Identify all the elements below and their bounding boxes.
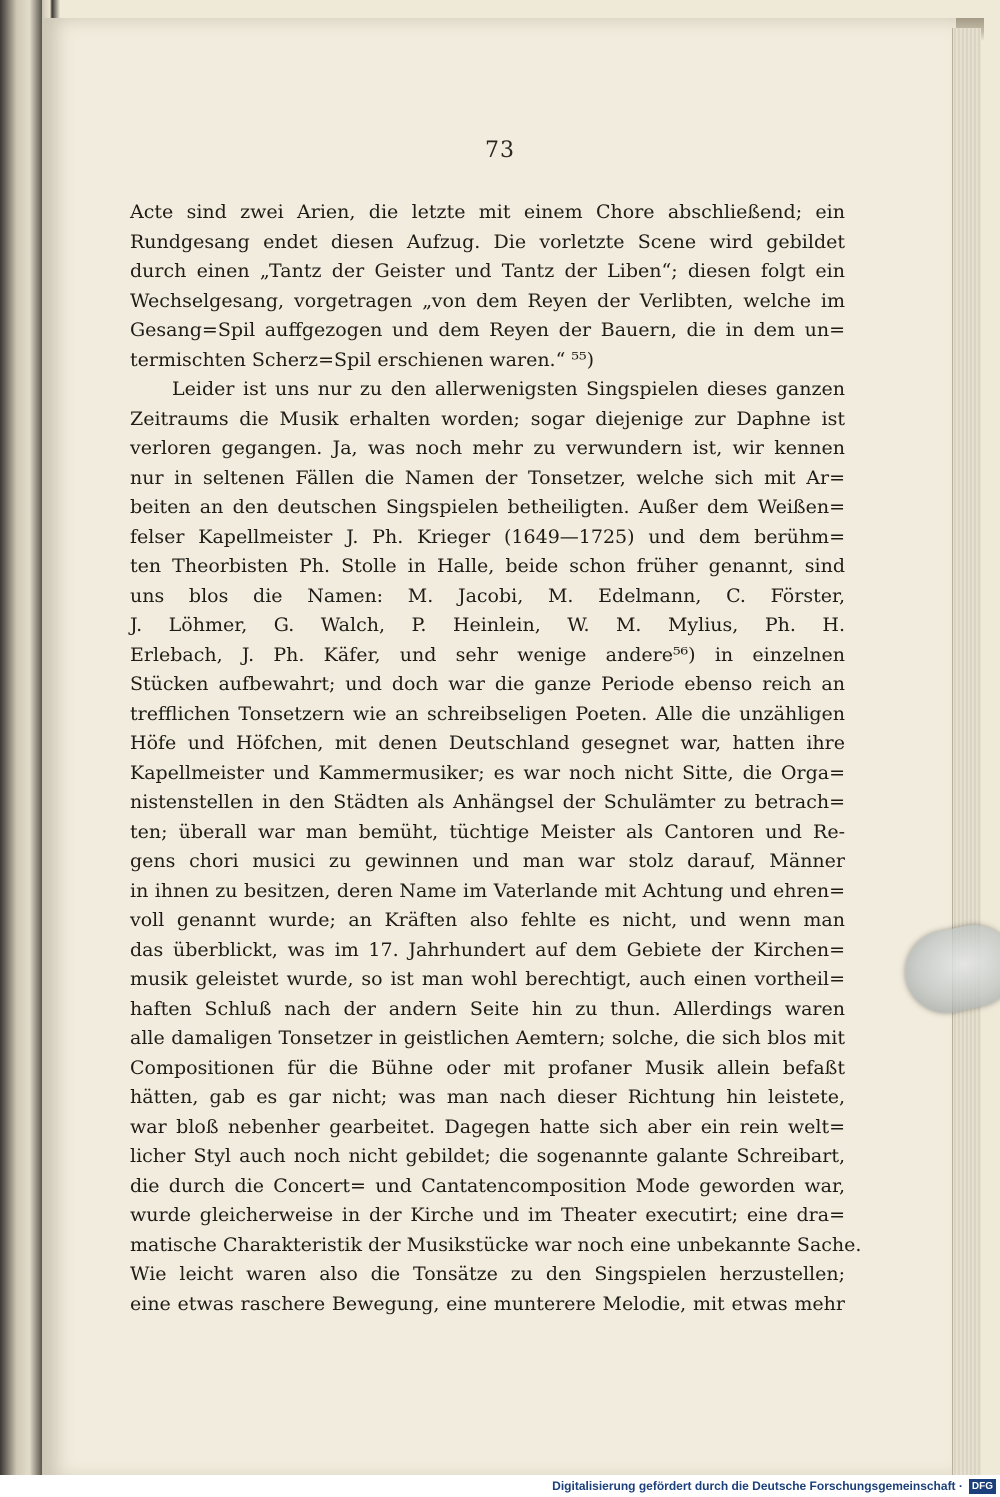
text-line: hätten, gab es gar nicht; was man nach dieser Richtung hin leistete, bbox=[130, 1086, 845, 1108]
text-line: Compositionen für die Bühne oder mit profaner Musik allein befaßt bbox=[130, 1056, 845, 1079]
text-line: licher Styl auch noch nicht gebildet; die sogenannte galante Schreibart, bbox=[130, 1145, 845, 1167]
text-line: uns blos die Namen: M. Jacobi, M. Edelmann, C. Förster, bbox=[130, 584, 845, 607]
text-line: nistenstellen in den Städten als Anhängsel der Schulämter zu betrach= bbox=[130, 791, 845, 813]
text-line: trefflichen Tonsetzern wie an schreibseligen Poeten. Alle die unzähligen bbox=[130, 702, 845, 725]
text-line: termischten Scherz=Spil erschienen waren.“ ⁵⁵) bbox=[130, 348, 594, 371]
text-line: Acte sind zwei Arien, die letzte mit einem Chore abschließend; ein bbox=[130, 201, 845, 223]
page-stack-edge bbox=[952, 28, 981, 1478]
left-page-edge bbox=[0, 0, 42, 1497]
dfg-logo: DFG bbox=[969, 1479, 996, 1494]
text-line: Leider ist uns nur zu den allerwenigsten Singspielen dieses ganzen bbox=[172, 378, 845, 400]
text-line: eine etwas raschere Bewegung, eine munterere Melodie, mit etwas mehr bbox=[130, 1292, 845, 1315]
text-line: voll genannt wurde; an Kräften also fehlte es nicht, und wenn man bbox=[130, 909, 845, 931]
text-line: nur in seltenen Fällen die Namen der Tonsetzer, welche sich mit Ar= bbox=[130, 466, 845, 489]
footer-bar bbox=[0, 1475, 1000, 1497]
text-line: ten; überall war man bemüht, tüchtige Meister als Cantoren und Re- bbox=[130, 820, 845, 843]
text-line: Gesang=Spil auffgezogen und dem Reyen der Bauern, die in dem un= bbox=[130, 319, 845, 341]
text-line: felser Kapellmeister J. Ph. Krieger (1649—1725) und dem berühm= bbox=[130, 525, 845, 548]
text-line: Rundgesang endet diesen Aufzug. Die vorletzte Scene wird gebildet bbox=[130, 230, 845, 253]
text-line: verloren gegangen. Ja, was noch mehr zu verwundern ist, wir kennen bbox=[130, 437, 845, 459]
text-line: musik geleistet wurde, so ist man wohl berechtigt, auch einen vortheil= bbox=[130, 968, 845, 990]
text-line: war bloß nebenher gearbeitet. Dagegen hatte sich aber ein rein welt= bbox=[130, 1115, 845, 1138]
text-line: haften Schluß nach der andern Seite hin zu thun. Allerdings waren bbox=[130, 997, 845, 1020]
text-line: durch einen „Tantz der Geister und Tantz der Liben“; diesen folgt ein bbox=[130, 260, 845, 282]
text-line: J. Löhmer, G. Walch, P. Heinlein, W. M. Mylius, Ph. H. bbox=[130, 614, 845, 636]
text-line: Zeitraums die Musik erhalten worden; sogar diejenige zur Daphne ist bbox=[130, 407, 845, 430]
text-line: Erlebach, J. Ph. Käfer, und sehr wenige andere⁵⁶) in einzelnen bbox=[130, 643, 845, 666]
page-number: 73 bbox=[485, 138, 515, 163]
text-line: das überblickt, was im 17. Jahrhundert auf dem Gebiete der Kirchen= bbox=[130, 938, 845, 961]
text-line: beiten an den deutschen Singspielen betheiligten. Außer dem Weißen= bbox=[130, 496, 845, 518]
text-line: Stücken aufbewahrt; und doch war die ganze Periode ebenso reich an bbox=[130, 673, 845, 695]
text-line: wurde gleicherweise in der Kirche und im Theater executirt; eine dra= bbox=[130, 1204, 845, 1226]
text-line: Wechselgesang, vorgetragen „von dem Reyen der Verlibten, welche im bbox=[130, 289, 845, 312]
funding-note: Digitalisierung gefördert durch die Deutsche Forschungsgemeinschaft · bbox=[552, 1479, 963, 1493]
text-line: die durch die Concert= und Cantatencomposition Mode geworden war, bbox=[130, 1174, 845, 1197]
text-line: alle damaligen Tonsetzer in geistlichen Aemtern; solche, die sich blos mit bbox=[130, 1027, 845, 1049]
text-line: Höfe und Höfchen, mit denen Deutschland gesegnet war, hatten ihre bbox=[130, 732, 845, 754]
text-line: Wie leicht waren also die Tonsätze zu den Singspielen herzustellen; bbox=[130, 1263, 845, 1285]
text-line: in ihnen zu besitzen, deren Name im Vaterlande mit Achtung und ehren= bbox=[130, 879, 845, 902]
text-line: Kapellmeister und Kammermusiker; es war noch nicht Sitte, die Orga= bbox=[130, 761, 845, 784]
body-text bbox=[130, 198, 862, 1319]
text-line: ten Theorbisten Ph. Stolle in Halle, beide schon früher genannt, sind bbox=[130, 555, 845, 577]
text-line: gens chori musici zu gewinnen und man war stolz darauf, Männer bbox=[130, 850, 845, 872]
text-line: matische Charakteristik der Musikstücke war noch eine unbekannte Sache. bbox=[130, 1233, 862, 1256]
